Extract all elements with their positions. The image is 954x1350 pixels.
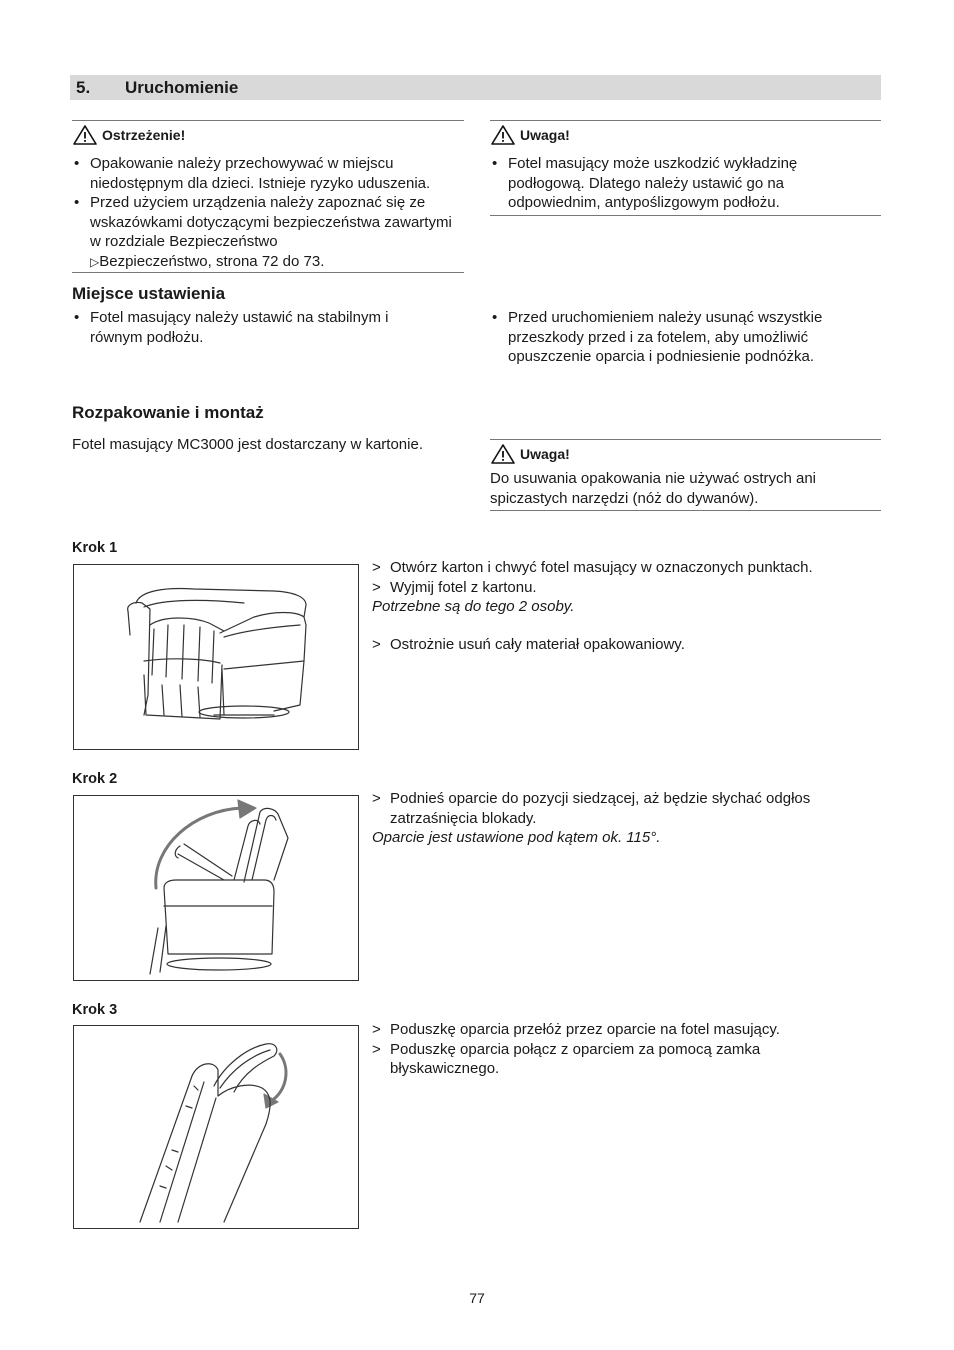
- warning-right-bullet-1: • Fotel masujący może uszkodzić wykładzinę podłogową. Dlatego należy ustawić go na odpowiednim, antypoślizgowym podłożu.: [490, 154, 860, 213]
- page-number: 77: [469, 1290, 485, 1306]
- warning-left-top-rule: [72, 120, 464, 121]
- caution-title: Uwaga!: [520, 446, 570, 462]
- warning-triangle-icon: [490, 124, 516, 146]
- warning-right-top-rule: [490, 120, 881, 121]
- step-2-label: Krok 2: [72, 771, 118, 787]
- warning-left-bullet-1: • Opakowanie należy przechowywać w miejscu niedostępnym dla dzieci. Istnieje ryzyko uduszenia.: [72, 154, 464, 193]
- step-3-illustration: [73, 1025, 359, 1229]
- warning-left-bottom-rule: [72, 272, 464, 273]
- unpacking-heading: Rozpakowanie i montaż: [72, 403, 264, 422]
- placement-right-list: [490, 308, 870, 367]
- safety-reference-link[interactable]: Bezpieczeństwo, strona 72 do 73.: [99, 252, 325, 270]
- placement-left-list: [72, 308, 422, 347]
- warning-left-bullet-2: • Przed użyciem urządzenia należy zapoznać się ze wskazówkami dotyczącymi bezpieczeństwa zawartymi w rozdziale Bezpieczeństwo ▷Bezpieczeństwo, strona 72 do 73.: [72, 193, 464, 272]
- placement-left-bullet: • Fotel masujący należy ustawić na stabilnym i równym podłożu.: [72, 308, 422, 347]
- warning-left-list: [72, 154, 464, 272]
- massage-chair-image: [74, 565, 358, 749]
- backrest-cushion-image: [74, 1026, 358, 1228]
- warning-right-bottom-rule: [490, 215, 881, 216]
- step-1-label: Krok 1: [72, 540, 118, 556]
- step-2-illustration: [73, 795, 359, 981]
- step-1-line-3: > Ostrożnie usuń cały materiał opakowaniowy.: [372, 635, 685, 653]
- placement-heading: Miejsce ustawienia: [72, 284, 226, 303]
- caution-top-rule: [490, 439, 881, 440]
- warning-right-title: Uwaga!: [520, 127, 570, 143]
- step-1-line-1: > Otwórz karton i chwyć fotel masujący w oznaczonych punktach.: [372, 559, 813, 576]
- warning-left-title-row: [72, 124, 185, 146]
- step-1-note: Potrzebne są do tego 2 osoby.: [372, 598, 575, 615]
- section-header: [70, 75, 881, 100]
- step-3-label: Krok 3: [72, 1002, 118, 1018]
- unpacking-text: Fotel masujący MC3000 jest dostarczany w kartonie.: [72, 436, 423, 453]
- step-1-line-2: > Wyjmij fotel z kartonu.: [372, 578, 537, 596]
- placement-right-bullet: • Przed uruchomieniem należy usunąć wszystkie przeszkody przed i za fotelem, aby umożliwić opuszczenie oparcia i podniesienie podnóżka.: [490, 308, 870, 367]
- warning-triangle-icon: [72, 124, 98, 146]
- step-3-line-1: > Poduszkę oparcia przełóż przez oparcie na fotel masujący.: [372, 1021, 780, 1038]
- step-2-line-1: > Podnieś oparcie do pozycji siedzącej, aż będzie słychać odgłos zatrzaśnięcia blokady.: [372, 790, 811, 827]
- step-2-instructions: [372, 789, 872, 848]
- caution-bottom-rule: [490, 510, 881, 511]
- step-3-line-2: > Poduszkę oparcia połącz z oparciem za pomocą zamka błyskawicznego.: [372, 1040, 761, 1077]
- warning-left-title: Ostrzeżenie!: [102, 127, 186, 143]
- warning-right-list: [490, 154, 860, 213]
- warning-right-title-row: [490, 124, 570, 146]
- backrest-raise-image: [74, 796, 358, 980]
- step-1-instructions: [372, 558, 872, 654]
- section-title: Uruchomienie: [125, 78, 239, 97]
- warning-triangle-icon: [490, 443, 516, 465]
- caution-text: Do usuwania opakowania nie używać ostrych ani spiczastych narzędzi (nóż do dywanów).: [490, 470, 817, 507]
- step-2-note: Oparcie jest ustawione pod kątem ok. 115°.: [372, 829, 661, 846]
- step-1-illustration: [73, 564, 359, 750]
- caution-title-row: [490, 443, 570, 465]
- section-number: 5.: [76, 78, 91, 97]
- step-3-instructions: [372, 1020, 872, 1079]
- reference-arrow-icon: ▷: [90, 254, 100, 269]
